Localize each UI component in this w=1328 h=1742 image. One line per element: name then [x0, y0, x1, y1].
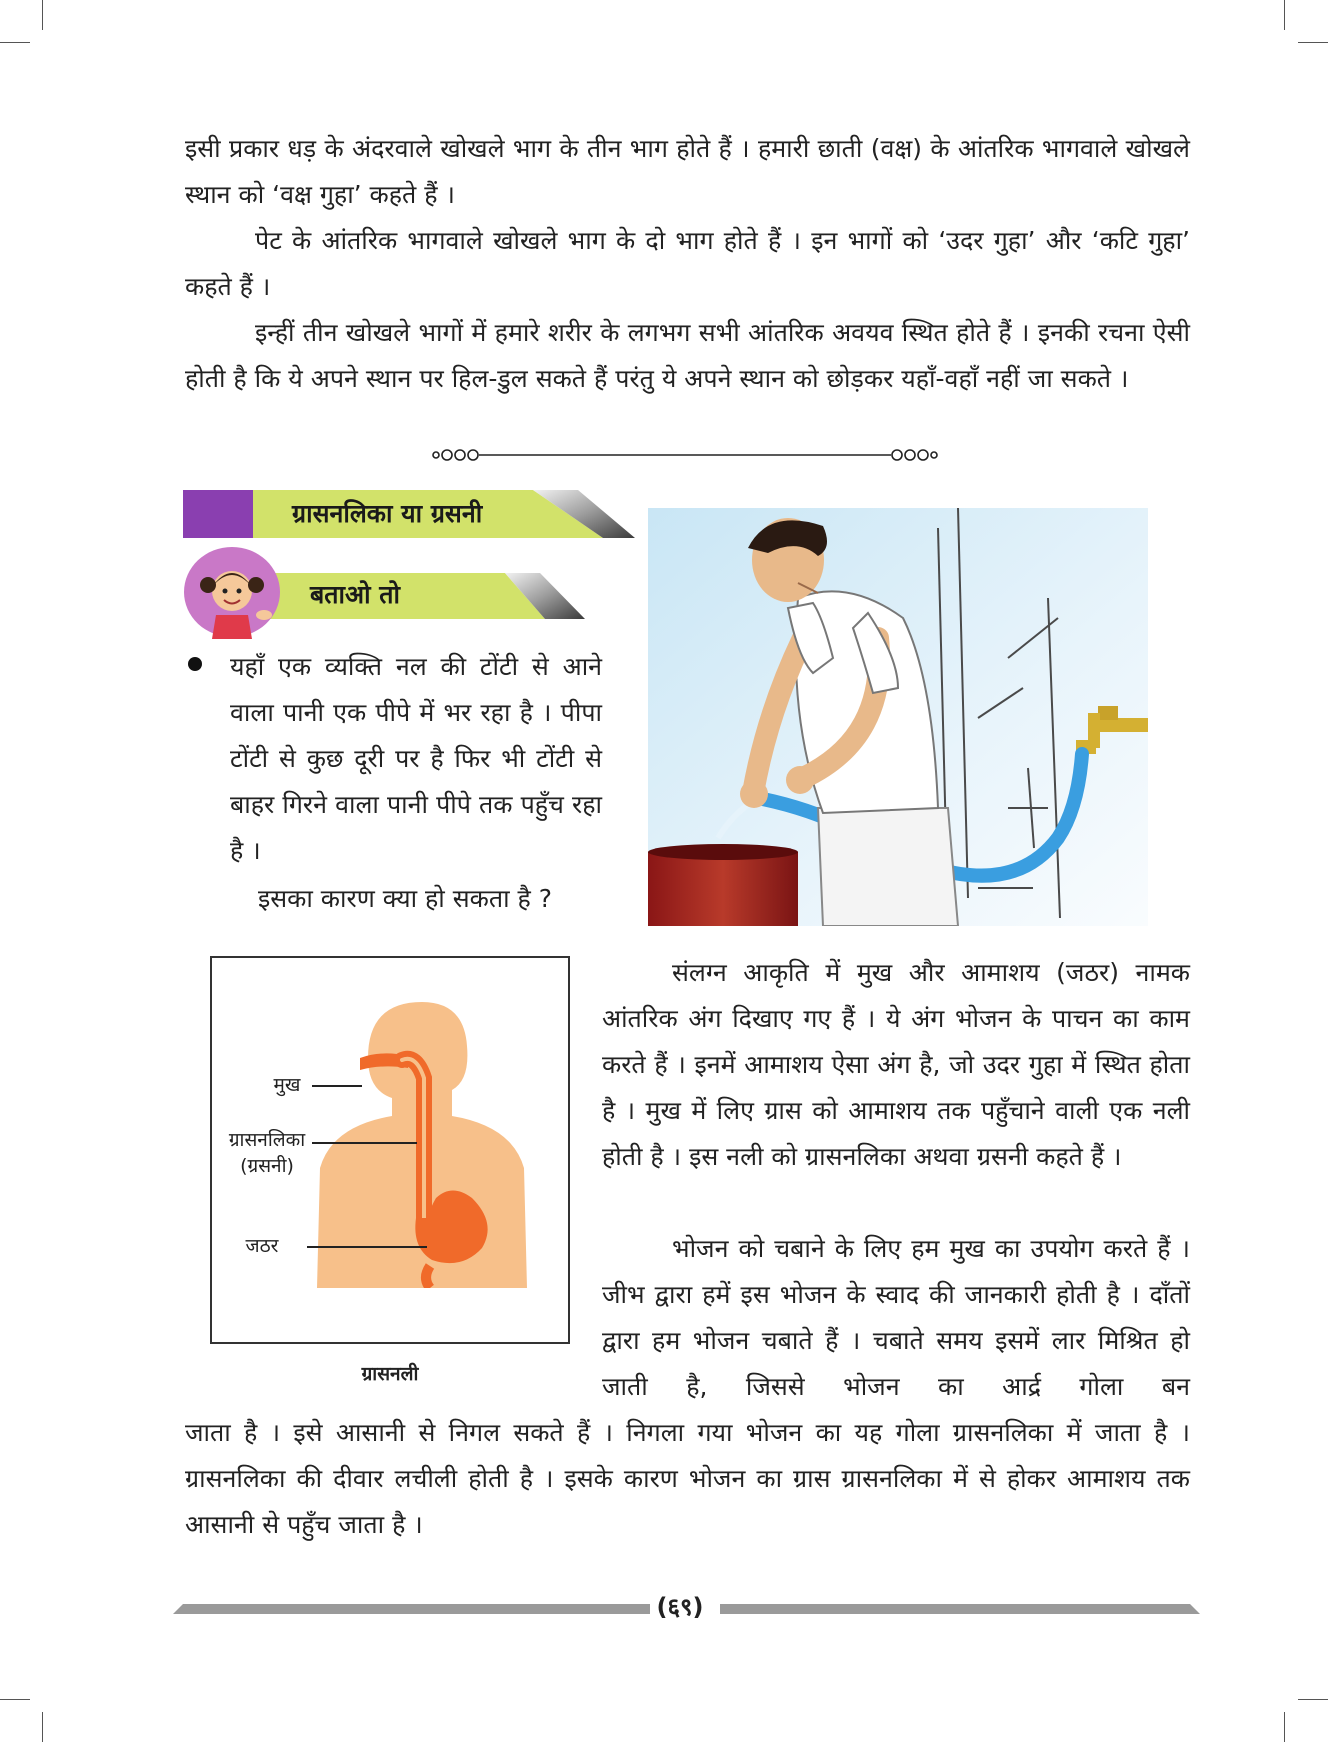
- label-stomach: जठर: [245, 1235, 279, 1257]
- question-text: इसका कारण क्या हो सकता है ?: [258, 884, 552, 913]
- man-filling-drum-illustration: [648, 508, 1148, 926]
- tell-heading: बताओ तो: [310, 580, 401, 609]
- pointer-line: [307, 1246, 427, 1248]
- page-number: (६९): [656, 1593, 704, 1621]
- paragraph-chewing: भोजन को चबाने के लिए हम मुख का उपयोग करते हैं । जीभ द्वारा हमें इस भोजन के स्वाद की जानकारी होती है । दाँतों द्वारा हम भोजन चबाते हैं । चबाते समय इसमें लार मिश्रित हो जाती है, जिससे भोजन का आर्द्र गोला बन: [602, 1234, 1190, 1401]
- paragraph-thoracic-cavity: इसी प्रकार धड़ के अंदरवाले खोखले भाग के तीन भाग होते हैं । हमारी छाती (वक्ष) के आंतरिक भागवाले खोखले स्थान को ‘वक्ष गुहा’ कहते हैं ।: [185, 134, 1190, 209]
- footer-bar-left: [173, 1604, 650, 1614]
- pointer-line: [312, 1085, 362, 1087]
- bullet-text: यहाँ एक व्यक्ति नल की टोंटी से आने वाला पानी एक पीपे में भर रहा है । पीपा टोंटी से कुछ दूरी पर है फिर भी टोंटी से बाहर गिरने वाला पानी पीपे तक पहुँच रहा है ।: [230, 652, 602, 865]
- label-mouth: मुख: [273, 1074, 301, 1096]
- paragraph-organs: संलग्न आकृति में मुख और आमाशय (जठर) नामक आंतरिक अंग दिखाए गए हैं । ये अंग भोजन के पाचन का काम करते हैं । इनमें आमाशय ऐसा अंग है, जो उदर गुहा में स्थित होता है । मुख में लिए ग्रास को आमाशय तक पहुँचाने वाली एक नली होती है । इस नली को ग्रासनलिका अथवा ग्रसनी कहते हैं ।: [602, 958, 1190, 1171]
- bullet-point: [188, 657, 202, 671]
- crop-mark: [1284, 0, 1285, 30]
- footer-bar-right: [720, 1604, 1200, 1614]
- crop-mark: [1298, 1699, 1328, 1700]
- paragraph-abdominal-cavity: पेट के आंतरिक भागवाले खोखले भाग के दो भाग होते हैं । इन भागों को ‘उदर गुहा’ और ‘कटि गुहा’ कहते हैं ।: [185, 226, 1190, 301]
- crop-mark: [1298, 42, 1328, 43]
- section-heading: ग्रासनलिका या ग्रसनी: [292, 499, 483, 528]
- crop-mark: [42, 0, 43, 30]
- crop-mark: [42, 1712, 43, 1742]
- figure-caption: ग्रासनली: [361, 1363, 419, 1385]
- label-esophagus: ग्रासनलिका: [228, 1129, 306, 1151]
- crop-mark: [1284, 1712, 1285, 1742]
- paragraph-swallowing: जाता है । इसे आसानी से निगल सकते हैं । निगला गया भोजन का यह गोला ग्रासनलिका में जाता है । ग्रासनलिका की दीवार लचीली होती है । इसके कारण भोजन का ग्रास ग्रासनलिका में से होकर आमाशय तक आसानी से पहुँच जाता है ।: [185, 1418, 1190, 1539]
- label-esophagus-alt: (ग्रसनी): [240, 1155, 294, 1177]
- crop-mark: [0, 42, 30, 43]
- girl-avatar-icon: [182, 545, 282, 639]
- paragraph-internal-organs: इन्हीं तीन खोखले भागों में हमारे शरीर के लगभग सभी आंतरिक अवयव स्थित होते हैं । इनकी रचना ऐसी होती है कि ये अपने स्थान पर हिल-डुल सकते हैं परंतु ये अपने स्थान को छोड़कर यहाँ-वहाँ नहीं जा सकते ।: [185, 318, 1190, 393]
- ornamental-divider: [430, 444, 940, 466]
- pointer-line: [312, 1142, 417, 1144]
- crop-mark: [0, 1699, 30, 1700]
- esophagus-figure: [210, 956, 570, 1344]
